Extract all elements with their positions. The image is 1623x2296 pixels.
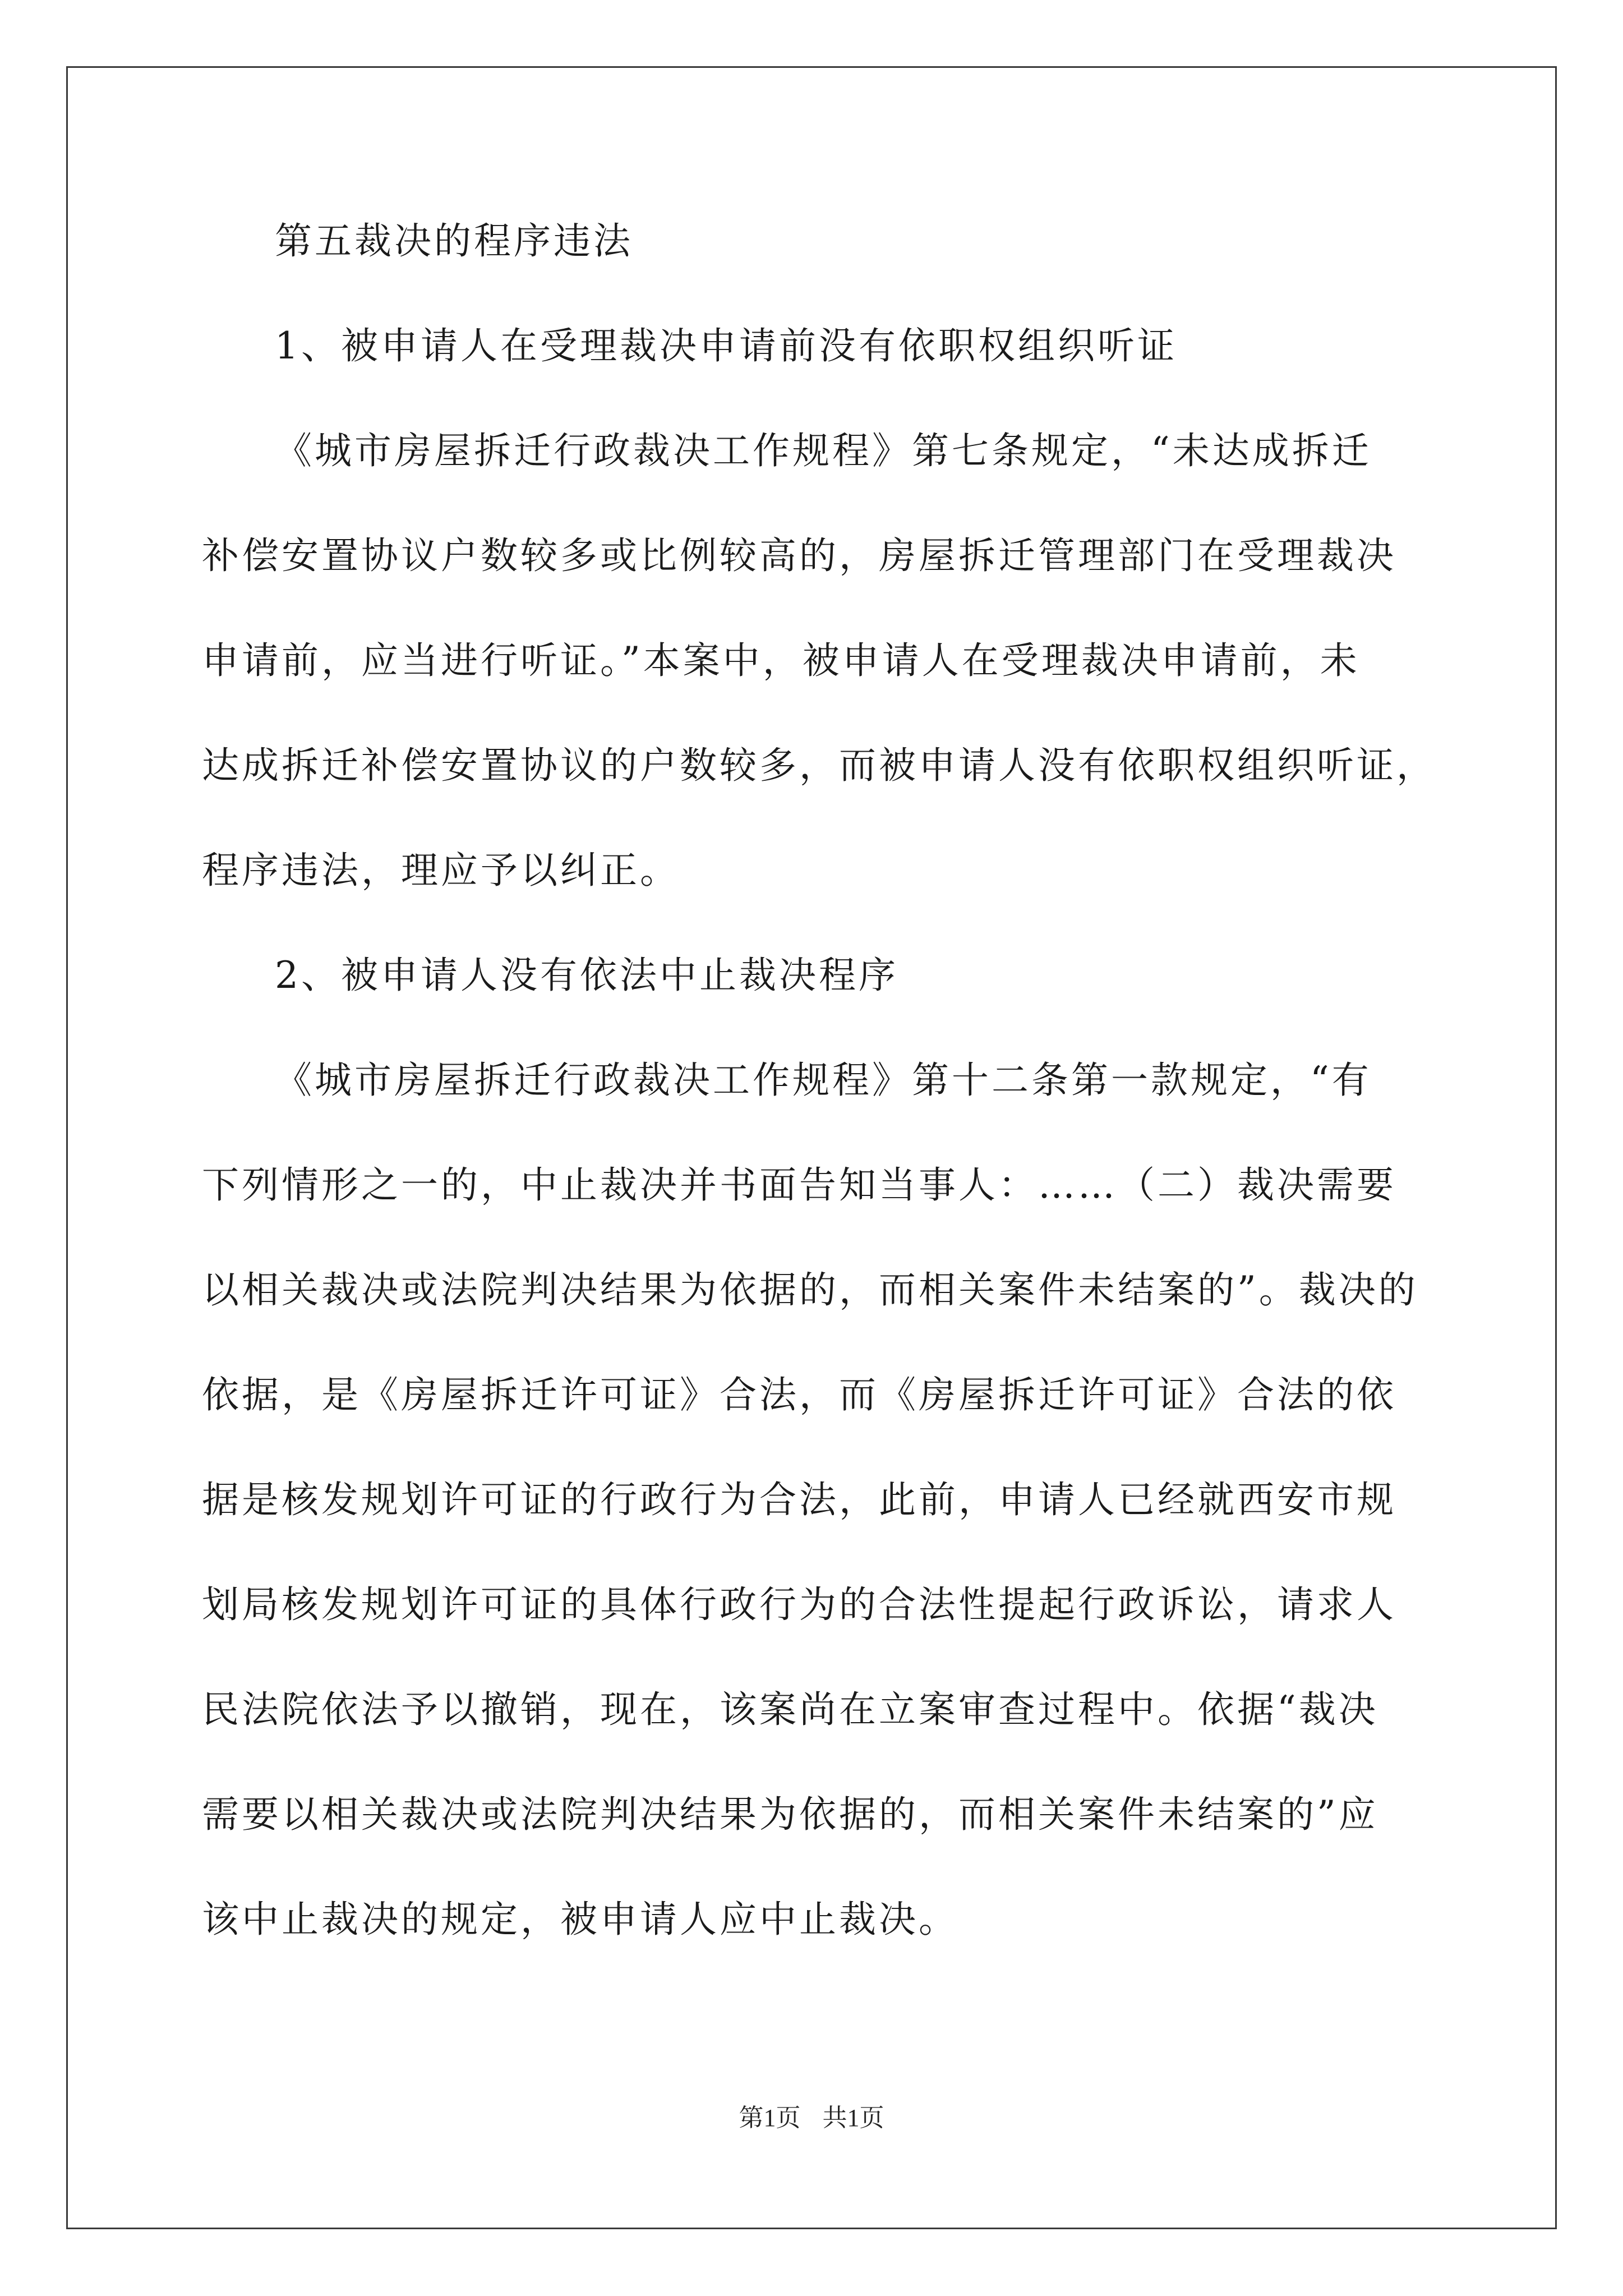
paragraph-line: 该中止裁决的规定，被申请人应中止裁决。 [202, 1898, 958, 1941]
page-number-current: 第1页 [739, 2104, 801, 2132]
paragraph-line: 民法院依法予以撤销，现在，该案尚在立案审查过程中。依据“裁决 [202, 1688, 1378, 1731]
paragraph-line: 下列情形之一的，中止裁决并书面告知当事人：……（二）裁决需要 [202, 1163, 1396, 1207]
section-heading: 第五裁决的程序违法 [275, 219, 633, 263]
paragraph-line: 补偿安置协议户数较多或比例较高的，房屋拆迁管理部门在受理裁决 [202, 534, 1396, 577]
paragraph-line: 划局核发规划许可证的具体行政行为的合法性提起行政诉讼，请求人 [202, 1583, 1396, 1626]
page-number-total: 共1页 [822, 2104, 884, 2132]
subheading-2: 2、被申请人没有依法中止裁决程序 [275, 954, 898, 997]
paragraph-line: 程序违法，理应予以纠正。 [202, 849, 680, 892]
paragraph-line: 《城市房屋拆迁行政裁决工作规程》第七条规定，“未达成拆迁 [275, 429, 1372, 472]
paragraph-line: 《城市房屋拆迁行政裁决工作规程》第十二条第一款规定，“有 [275, 1059, 1372, 1102]
paragraph-line: 以相关裁决或法院判决结果为依据的，而相关案件未结案的”。裁决的 [202, 1268, 1418, 1312]
paragraph-line: 需要以相关裁决或法院判决结果为依据的，而相关案件未结案的”应 [202, 1793, 1378, 1836]
paragraph-line: 依据，是《房屋拆迁许可证》合法，而《房屋拆迁许可证》合法的依 [202, 1373, 1396, 1416]
paragraph-line: 据是核发规划许可证的行政行为合法，此前，申请人已经就西安市规 [202, 1478, 1396, 1521]
paragraph-line: 达成拆迁补偿安置协议的户数较多，而被申请人没有依职权组织听证， [202, 744, 1436, 787]
subheading-1: 1、被申请人在受理裁决申请前没有依职权组织听证 [275, 324, 1177, 367]
paragraph-line: 申请前，应当进行听证。”本案中，被申请人在受理裁决申请前，未 [202, 639, 1360, 682]
page-footer [0, 2101, 1623, 2135]
